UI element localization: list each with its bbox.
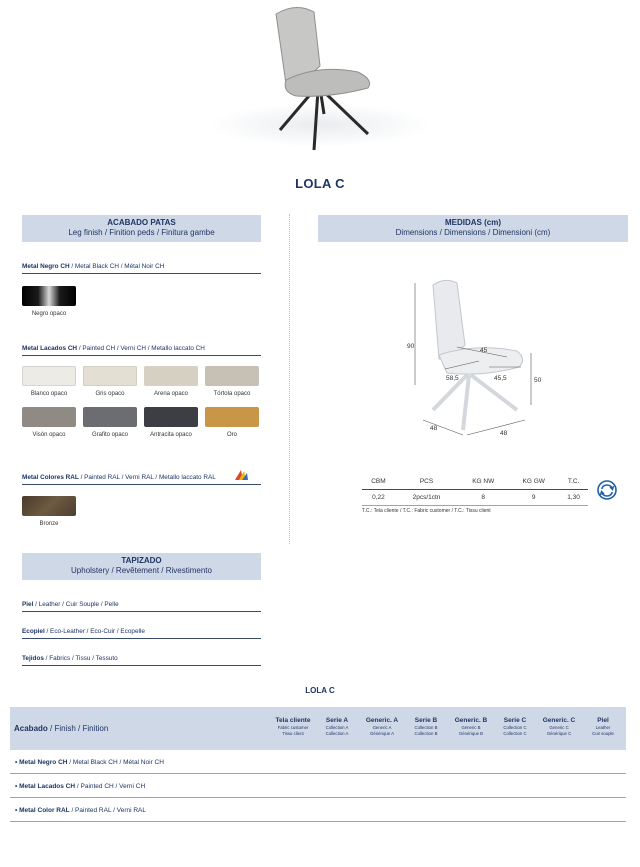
swatch-label: Gris opaco — [95, 391, 125, 397]
column-header: Serie A Collection A Collection A — [325, 717, 349, 736]
finish-label-rest: / Finish / Finition — [47, 724, 109, 733]
val-tc: 1,30 — [559, 489, 588, 505]
val-kg-nw: 8 — [458, 489, 508, 505]
column-header: Serie C Collection C Collection C — [503, 717, 527, 736]
column-header: Generic. A Generic A Générique A — [365, 717, 399, 736]
swatch-blanco-opaco[interactable] — [22, 366, 76, 386]
packing-table — [362, 475, 588, 506]
swatch-label: Visón opaco — [32, 432, 66, 438]
measures-subtitle: Dimensions / Dimensions / Dimensioni (cm) — [395, 228, 551, 237]
upholstery-name: Piel — [22, 601, 34, 608]
upholstery-name: Tejidos — [22, 655, 44, 662]
ral-color-fan-icon — [233, 468, 249, 482]
dim-seat-depth: 45 — [480, 347, 488, 354]
group-translations: / Painted CH / Verni CH / Metallo laccato CH — [77, 345, 205, 352]
swatch-label: Blanco opaco — [30, 391, 68, 397]
product-photo — [200, 0, 440, 160]
packing-note: T.C.: Tela cliente / T.C.: Fabric customer / T.C.: Tissu client — [362, 508, 491, 514]
chair-dimension-drawing — [405, 275, 550, 440]
swatch-arena-opaco[interactable] — [144, 366, 198, 386]
swatch-grafito-opaco[interactable] — [83, 407, 137, 427]
swatch-oro[interactable] — [205, 407, 259, 427]
swatch-label: Grafito opaco — [91, 432, 129, 438]
group-name: Metal Negro CH — [22, 263, 70, 270]
swatch-antracita-opaco[interactable] — [144, 407, 198, 427]
col-kg-gw: KG GW — [508, 475, 559, 489]
upholstery-name: Ecopiel — [22, 628, 45, 635]
divider-line — [22, 638, 261, 639]
upholstery-item-piel — [22, 601, 261, 608]
table-row — [10, 798, 626, 822]
table-header — [10, 707, 626, 750]
col-pcs: PCS — [395, 475, 458, 489]
column-header: Generic. C Generic C Générique C — [542, 717, 576, 736]
upholstery-item-tejidos — [22, 655, 261, 662]
finish-column-label — [14, 724, 108, 733]
upholstery-subtitle: Upholstery / Revêtement / Rivestimento — [71, 566, 212, 575]
leg-finish-subtitle: Leg finish / Finition peds / Finitura gambe — [68, 228, 215, 237]
divider-line — [22, 484, 261, 485]
swatch-bronze[interactable] — [22, 496, 76, 516]
val-cbm: 0,22 — [362, 489, 395, 505]
group-name: Metal Lacados CH — [22, 345, 78, 352]
table-row — [10, 774, 626, 798]
row-label: • Metal Color RAL / Painted RAL / Verni RAL — [15, 807, 146, 814]
group-translations: / Metal Black CH / Métal Noir CH — [69, 263, 165, 270]
swatch-negro-opaco[interactable] — [22, 286, 76, 306]
swatch-tortola-opaco[interactable] — [205, 366, 259, 386]
column-divider — [289, 214, 290, 544]
table-row — [10, 750, 626, 774]
column-header: Generic. B Generic B Générique B — [454, 717, 488, 736]
dim-base-left: 48 — [430, 425, 438, 432]
dim-seat-height: 50 — [534, 377, 542, 384]
swivel-rotate-icon — [597, 480, 617, 500]
finish-price-table — [10, 707, 626, 822]
swatch-vison-opaco[interactable] — [22, 407, 76, 427]
swatch-label: Negro opaco — [31, 311, 67, 317]
swatch-label: Bronze — [39, 521, 59, 527]
measures-title: MEDIDAS (cm) — [444, 218, 501, 227]
dim-height: 90 — [407, 343, 415, 350]
upholstery-translations: / Leather / Cuir Souple / Pelle — [33, 601, 119, 608]
swatch-label: Oro — [226, 432, 237, 438]
swatch-label: Antracita opaco — [150, 432, 192, 438]
col-cbm: CBM — [362, 475, 395, 489]
row-label: • Metal Negro CH / Metal Black CH / Métal Noir CH — [15, 759, 164, 766]
upholstery-translations: / Fabrics / Tissu / Tessuto — [43, 655, 118, 662]
upholstery-title: TAPIZADO — [121, 556, 162, 565]
leg-finish-header — [22, 215, 261, 242]
divider-line — [22, 665, 261, 666]
upholstery-translations: / Eco-Leather / Eco-Cuir / Ecopelle — [44, 628, 145, 635]
row-label: • Metal Lacados CH / Painted CH / Verni CH — [15, 783, 146, 790]
val-pcs: 2pcs/1ctn — [395, 489, 458, 505]
group-name: Metal Colores RAL — [22, 474, 79, 481]
column-header: Serie B Collection B Collection B — [414, 717, 438, 736]
col-kg-nw: KG NW — [458, 475, 508, 489]
column-header: Tela cliente Fabric customer Tissu client — [275, 717, 311, 736]
group-metal-negro — [22, 263, 164, 270]
measures-header — [318, 215, 628, 242]
divider-line — [22, 355, 261, 356]
leg-finish-title: ACABADO PATAS — [107, 218, 176, 227]
group-metal-lacados — [22, 345, 205, 352]
finish-table-title: LOLA C — [305, 686, 335, 695]
group-translations: / Painted RAL / Verni RAL / Metallo laccato RAL — [78, 474, 216, 481]
divider-line — [22, 611, 261, 612]
swatch-label: Tórtola opaco — [213, 391, 251, 397]
dim-seat-span: 58,5 — [446, 375, 459, 382]
upholstery-item-ecopiel — [22, 628, 261, 635]
product-title: LOLA C — [295, 176, 345, 191]
col-tc: T.C. — [559, 475, 588, 489]
val-kg-gw: 9 — [508, 489, 559, 505]
group-metal-colores-ral — [22, 474, 216, 481]
swatch-label: Arena opaco — [153, 391, 189, 397]
upholstery-header — [22, 553, 261, 580]
swatch-gris-opaco[interactable] — [83, 366, 137, 386]
dim-base-right: 48 — [500, 430, 508, 437]
column-header: Piel Leather Cuir souple — [592, 717, 614, 736]
finish-label-bold: Acabado — [14, 724, 48, 733]
dim-seat-width: 45,5 — [494, 375, 507, 382]
divider-line — [22, 273, 261, 274]
